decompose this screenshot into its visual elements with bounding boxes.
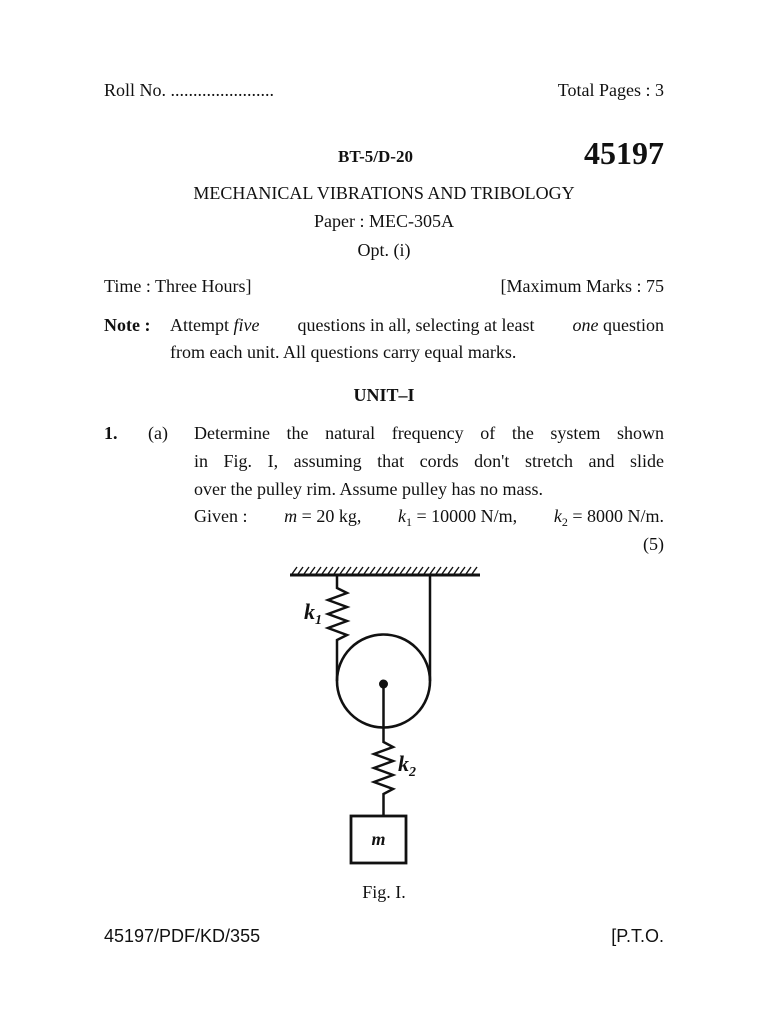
figure-k2-label: $k_2$ xyxy=(398,751,416,780)
subject-title: MECHANICAL VIBRATIONS AND TRIBOLOGY xyxy=(193,183,575,203)
paper-label: Paper : MEC-305A xyxy=(314,211,454,231)
figure-k1-label: $k_1$ xyxy=(304,599,322,628)
question-part: (a) xyxy=(148,423,168,443)
given-k1-subscript: 1 xyxy=(406,515,412,529)
footer-pto: [P.T.O. xyxy=(611,926,664,946)
fixed-support xyxy=(290,567,480,575)
given-label: Given : xyxy=(194,506,248,526)
question-line-2: in Fig. I, assuming that cords don't stretch and slide xyxy=(194,451,664,471)
question-line-3: over the pulley rim. Assume pulley has no mass. xyxy=(194,479,543,499)
roll-number-line: Roll No. ....................... xyxy=(104,80,275,100)
given-m-value: = 20 kg, xyxy=(301,506,362,526)
note-question: question xyxy=(603,315,664,335)
total-pages: Total Pages : 3 xyxy=(557,80,664,100)
question-line-1: Determine the natural frequency of the system shown xyxy=(194,423,664,443)
spring-k1 xyxy=(328,575,347,681)
option-label: Opt. (i) xyxy=(357,240,411,260)
note-attempt: Attempt xyxy=(170,315,229,335)
given-m-symbol: m xyxy=(284,506,298,526)
spring-k2 xyxy=(374,684,393,816)
question-number: 1. xyxy=(104,423,118,443)
maximum-marks: [Maximum Marks : 75 xyxy=(500,276,664,296)
question-given-line xyxy=(194,505,664,533)
given-k2-value: = 8000 N/m. xyxy=(572,506,664,526)
given-k2-symbol: k xyxy=(553,506,562,526)
note-line-1 xyxy=(170,314,664,336)
note-middle: questions in all, selecting at least xyxy=(297,315,535,335)
paper-code: BT-5/D-20 xyxy=(338,147,413,166)
footer-code: 45197/PDF/KD/355 xyxy=(104,926,261,946)
figure-mass-label: m xyxy=(371,829,386,849)
note-label: Note : xyxy=(104,315,151,335)
figure-caption: Fig. I. xyxy=(362,882,406,902)
given-k2-subscript: 2 xyxy=(561,515,568,529)
given-k1-value: = 10000 N/m, xyxy=(416,506,518,526)
note-one: one xyxy=(572,315,599,335)
unit-heading: UNIT–I xyxy=(353,385,415,405)
given-k1-symbol: k xyxy=(398,506,406,526)
note-five: five xyxy=(233,315,260,335)
time-allowed: Time : Three Hours] xyxy=(104,276,252,296)
question-marks: (5) xyxy=(643,534,664,554)
note-line-2: from each unit. All questions carry equal marks. xyxy=(170,342,517,362)
paper-number: 45197 xyxy=(584,135,664,171)
